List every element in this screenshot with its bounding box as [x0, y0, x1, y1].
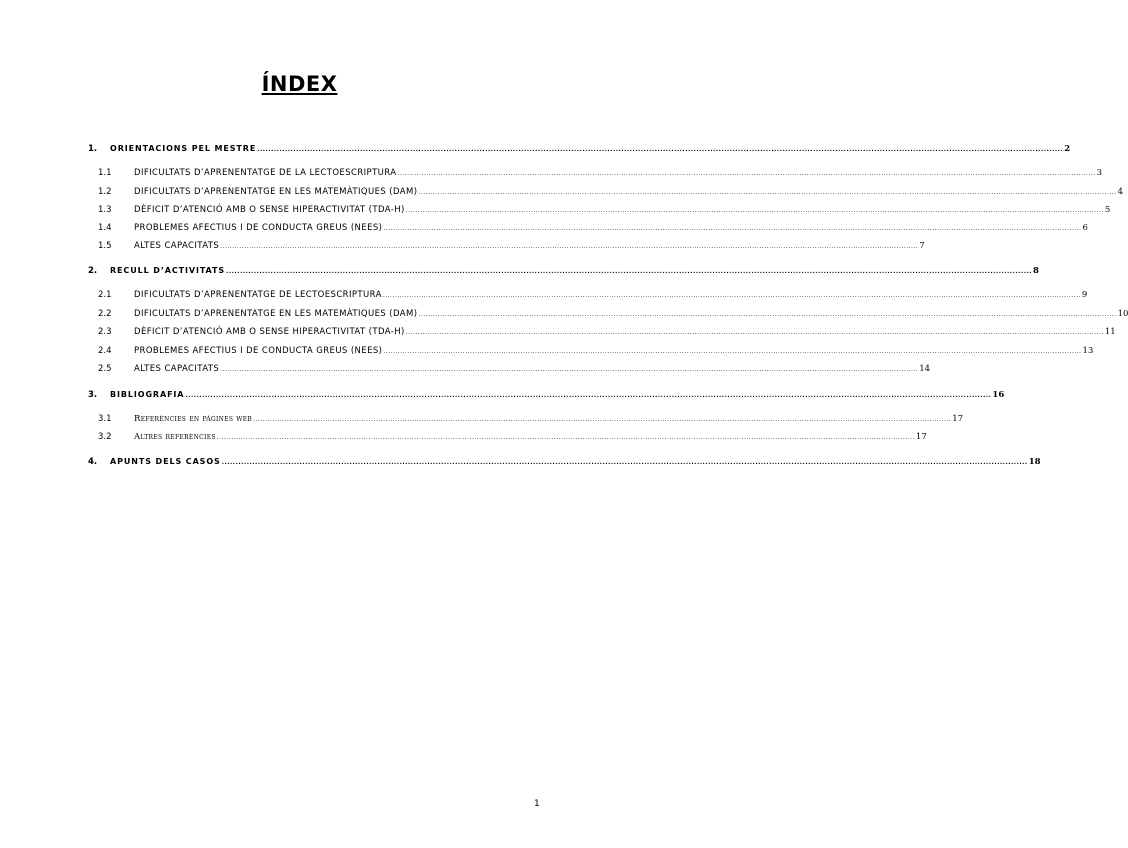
dot-leader: .................................................................................................................................................................................................................................................................................................. — [226, 268, 1033, 275]
toc-entry-line — [134, 325, 1116, 339]
toc-entry-2-2[interactable] — [0, 307, 1128, 321]
toc-entry-line — [134, 412, 964, 426]
toc-label: APUNTS DELS CASOS — [110, 457, 221, 466]
toc-label: ALTES CAPACITATS — [134, 364, 220, 374]
dot-leader: .................................................................................................................................................................................................................................................................................................. — [397, 170, 1096, 177]
toc-entry-3[interactable] — [0, 388, 1005, 402]
toc-number: 2.3 — [98, 327, 112, 337]
dot-leader: .................................................................................................................................................................................................................................................................................................. — [185, 392, 992, 399]
toc-page-number: 11 — [1104, 327, 1116, 337]
dot-leader: .................................................................................................................................................................................................................................................................................................. — [382, 292, 1081, 299]
toc-entry-line — [134, 203, 1111, 217]
toc-entry-line — [134, 288, 1088, 302]
toc-entry-3-1[interactable] — [0, 412, 964, 426]
toc-label: RECULL D’ACTIVITATS — [110, 266, 226, 275]
toc-entry-line — [110, 388, 1005, 402]
toc-label: Referències en pàgines web — [134, 414, 253, 424]
dot-leader: .................................................................................................................................................................................................................................................................................................. — [216, 434, 915, 441]
toc-label: DIFICULTATS D’APRENENTATGE EN LES MATEMÀTIQUES (DAM) — [134, 187, 418, 197]
toc-entry-2-1[interactable] — [0, 288, 1088, 302]
toc-entry-line — [134, 185, 1123, 199]
dot-leader: .................................................................................................................................................................................................................................................................................................. — [253, 416, 952, 423]
toc-number: 1.5 — [98, 241, 112, 251]
toc-number: 4. — [88, 457, 98, 467]
toc-entry-2-4[interactable] — [0, 344, 1094, 358]
toc-label: DÈFICIT D’ATENCIÓ AMB O SENSE HIPERACTIVITAT (TDA-H) — [134, 327, 405, 337]
toc-label: PROBLEMES AFECTIUS I DE CONDUCTA GREUS (NEES) — [134, 223, 383, 233]
toc-number: 1.4 — [98, 223, 112, 233]
toc-page-number: 9 — [1081, 290, 1088, 300]
toc-entry-line — [134, 430, 927, 444]
toc-label: DIFICULTATS D’APRENENTATGE DE LECTOESCRIPTURA — [134, 290, 382, 300]
toc-entry-line — [134, 166, 1102, 180]
toc-entry-line — [110, 264, 1039, 278]
dot-leader: .................................................................................................................................................................................................................................................................................................. — [220, 243, 919, 250]
toc-page-number: 13 — [1082, 346, 1094, 356]
toc-number: 2.5 — [98, 364, 112, 374]
dot-leader: .................................................................................................................................................................................................................................................................................................. — [221, 459, 1028, 466]
toc-number: 1.3 — [98, 205, 112, 215]
toc-number: 2.2 — [98, 309, 112, 319]
toc-page-number: 10 — [1117, 309, 1128, 319]
toc-page-number: 14 — [919, 364, 931, 374]
toc-entry-line — [110, 142, 1071, 156]
toc-page-number: 8 — [1033, 266, 1039, 276]
toc-number: 2.1 — [98, 290, 112, 300]
toc-page-number: 5 — [1104, 205, 1111, 215]
toc-label: Altres referències — [134, 432, 216, 442]
toc-page-number: 17 — [915, 432, 927, 442]
toc-entry-line — [134, 307, 1128, 321]
toc-entry-line — [134, 239, 925, 253]
dot-leader: .................................................................................................................................................................................................................................................................................................. — [418, 311, 1117, 318]
toc-entry-1-2[interactable] — [0, 185, 1123, 199]
toc-label: PROBLEMES AFECTIUS I DE CONDUCTA GREUS (NEES) — [134, 346, 383, 356]
page-number-footer: 1 — [534, 799, 540, 809]
page-title: ÍNDEX — [261, 72, 338, 96]
toc-page-number: 3 — [1096, 168, 1102, 178]
toc-number: 3.2 — [98, 432, 112, 442]
toc-label: DIFICULTATS D’APRENENTATGE DE LA LECTOESCRIPTURA — [134, 168, 397, 178]
toc-entry-line — [134, 221, 1088, 235]
toc-page-number: 2 — [1064, 144, 1071, 154]
toc-page-number: 16 — [992, 390, 1005, 400]
toc-entry-1-3[interactable] — [0, 203, 1111, 217]
toc-entry-line — [134, 362, 931, 376]
dot-leader: .................................................................................................................................................................................................................................................................................................. — [220, 366, 919, 373]
toc-entry-line — [134, 344, 1094, 358]
toc-number: 3. — [88, 390, 98, 400]
toc-label: DÈFICIT D’ATENCIÓ AMB O SENSE HIPERACTIVITAT (TDA-H) — [134, 205, 405, 215]
toc-entry-2[interactable] — [0, 264, 1039, 278]
dot-leader: .................................................................................................................................................................................................................................................................................................. — [383, 225, 1082, 232]
toc-entry-line — [110, 455, 1041, 469]
toc-page-number: 17 — [952, 414, 964, 424]
toc-label: ALTES CAPACITATS — [134, 241, 220, 251]
toc-entry-1-1[interactable] — [0, 166, 1102, 180]
dot-leader: .................................................................................................................................................................................................................................................................................................. — [383, 348, 1082, 355]
toc-page-number: 18 — [1028, 457, 1041, 467]
toc-entry-1-4[interactable] — [0, 221, 1088, 235]
dot-leader: .................................................................................................................................................................................................................................................................................................. — [418, 189, 1117, 196]
toc-entry-1-5[interactable] — [0, 239, 925, 253]
toc-label: DIFICULTATS D’APRENENTATGE EN LES MATEMÀTIQUES (DAM) — [134, 309, 418, 319]
toc-number: 3.1 — [98, 414, 112, 424]
toc-page-number: 4 — [1117, 187, 1123, 197]
toc-number: 1. — [88, 144, 98, 154]
toc-number: 2.4 — [98, 346, 112, 356]
toc-label: ORIENTACIONS PEL MESTRE — [110, 144, 257, 153]
toc-page-number: 6 — [1082, 223, 1088, 233]
toc-label: BIBLIOGRAFIA — [110, 390, 185, 399]
toc-entry-2-3[interactable] — [0, 325, 1116, 339]
dot-leader: .................................................................................................................................................................................................................................................................................................. — [405, 329, 1104, 336]
toc-number: 1.1 — [98, 168, 112, 178]
toc-entry-1[interactable] — [0, 142, 1071, 156]
dot-leader: .................................................................................................................................................................................................................................................................................................. — [405, 207, 1104, 214]
dot-leader: .................................................................................................................................................................................................................................................................................................. — [257, 146, 1064, 153]
toc-entry-2-5[interactable] — [0, 362, 931, 376]
toc-entry-4[interactable] — [0, 455, 1041, 469]
toc-number: 2. — [88, 266, 98, 276]
toc-number: 1.2 — [98, 187, 112, 197]
toc-page-number: 7 — [919, 241, 925, 251]
toc-entry-3-2[interactable] — [0, 430, 927, 444]
